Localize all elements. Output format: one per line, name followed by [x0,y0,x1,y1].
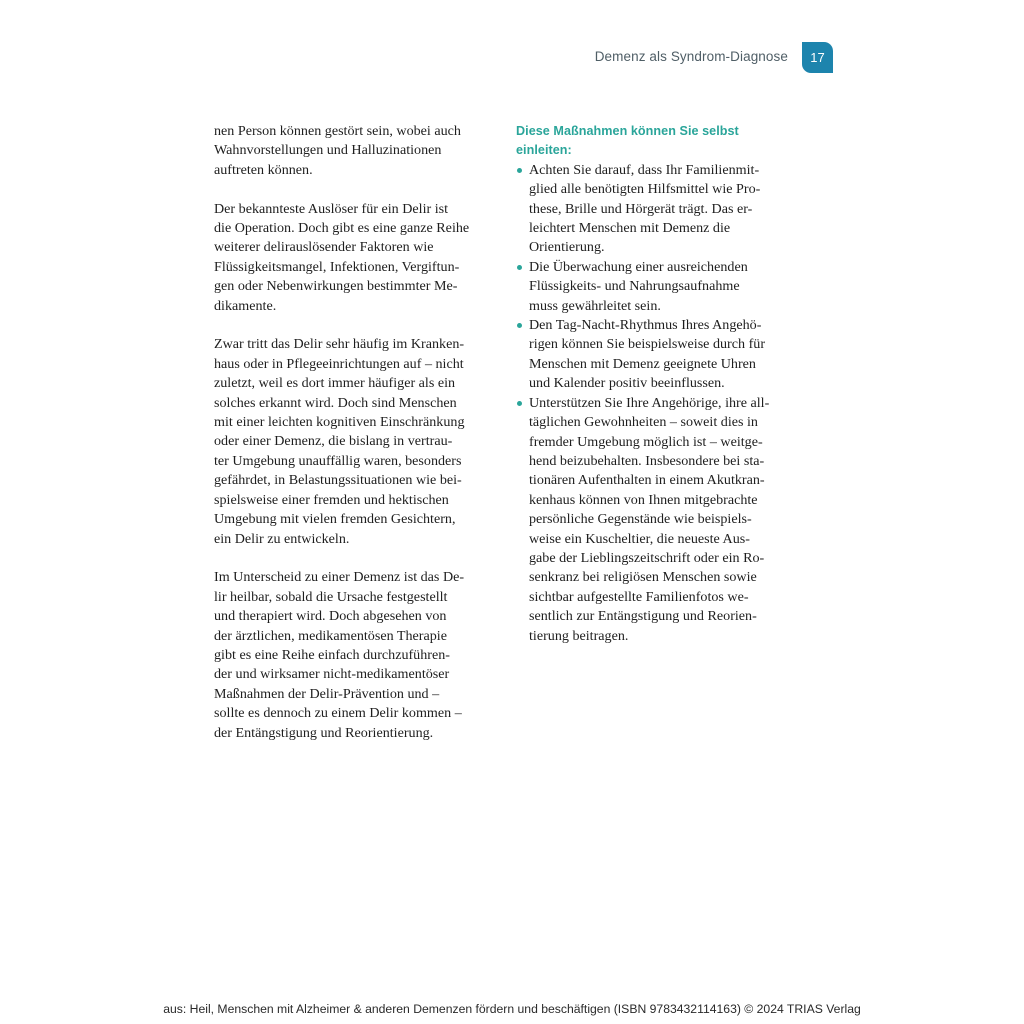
text-line: der Entängstigung und Reorientierung. [214,724,434,741]
text-line: solches erkannt wird. Doch sind Menschen [214,394,457,411]
text-line: senkranz bei religiösen Menschen sowie [529,569,757,586]
text-line: Flüssigkeitsmangel, Infektionen, Vergiftun- [214,258,460,275]
text-line: Der bekannteste Auslöser für ein Delir ist [214,200,449,217]
text-line: weise ein Kuscheltier, die neueste Aus- [529,530,750,547]
measures-heading [516,122,788,161]
text-line: oder einer Demenz, die bislang in vertrau- [214,433,453,450]
text-line: weiterer delirauslösender Faktoren wie [214,239,434,256]
text-line: glied alle benötigten Hilfsmittel wie Pro- [529,181,761,198]
text-line: sollte es dennoch zu einem Delir kommen – [214,705,462,722]
text-line: gefährdet, in Belastungssituationen wie bei- [214,472,462,489]
text-line: Flüssigkeits- und Nahrungsaufnahme [529,278,740,295]
text-line: tionären Aufenthalten in einem Akutkran- [529,472,765,489]
list-item [516,161,788,258]
text-line: Unterstützen Sie Ihre Angehörige, ihre all- [529,394,770,411]
text-line: dikamente. [214,297,277,314]
source-footer: aus: Heil, Menschen mit Alzheimer & anderen Demenzen fördern und beschäftigen (ISBN 9783432114163) © 2024 TRIAS Verlag [163,1002,861,1016]
text-line: die Operation. Doch gibt es eine ganze Reihe [214,220,470,237]
text-line: und therapiert wird. Doch abgesehen von [214,608,447,625]
right-text-column [516,122,788,646]
text-line: haus oder in Pflegeeinrichtungen auf – nicht [214,355,464,372]
text-line: Orientierung. [529,239,605,256]
text-line: Den Tag-Nacht-Rhythmus Ihres Angehö- [529,317,762,334]
list-item [516,394,788,646]
body-paragraph [214,122,486,180]
text-line: Im Unterscheid zu einer Demenz ist das De- [214,569,465,586]
text-line: der ärztlichen, medikamentösen Therapie [214,627,447,644]
text-line: Menschen mit Demenz geeignete Uhren [529,355,756,372]
text-line: Umgebung mit vielen fremden Gesichtern, [214,511,456,528]
measures-list [516,161,788,646]
text-line: Wahnvorstellungen und Halluzinationen [214,142,442,159]
body-paragraph [214,200,486,316]
text-line: täglichen Gewohnheiten – soweit dies in [529,414,758,431]
text-line: Zwar tritt das Delir sehr häufig im Kranken- [214,336,465,353]
text-line: leichtert Menschen mit Demenz die [529,220,731,237]
body-paragraph [214,335,486,548]
text-line: sichtbar aufgestellte Familienfotos we- [529,588,749,605]
text-line: Maßnahmen der Delir-Prävention und – [214,685,440,702]
text-line: kenhaus können von Ihnen mitgebrachte [529,491,758,508]
text-line: ein Delir zu entwickeln. [214,530,350,547]
text-line: tierung beitragen. [529,627,629,644]
body-paragraph [214,568,486,743]
text-line: gen oder Nebenwirkungen bestimmter Me- [214,278,458,295]
text-line: rigen können Sie beispielsweise durch für [529,336,766,353]
left-text-column [214,122,486,762]
text-line: gabe der Lieblingszeitschrift oder ein Ro- [529,549,765,566]
heading-line: einleiten: [516,143,572,158]
text-line: und Kalender positiv beeinflussen. [529,375,725,392]
page-number-badge: 17 [802,42,833,73]
text-line: der und wirksamer nicht-medikamentöser [214,666,450,683]
text-line: nen Person können gestört sein, wobei auch [214,123,461,139]
text-line: zuletzt, weil es dort immer häufiger als ein [214,375,456,392]
list-item [516,258,788,316]
text-line: these, Brille und Hörgerät trägt. Das er- [529,200,753,217]
bullet-dot-icon [517,401,522,406]
text-line: lir heilbar, sobald die Ursache festgestellt [214,588,448,605]
text-line: fremder Umgebung möglich ist – weitge- [529,433,763,450]
text-line: Die Überwachung einer ausreichenden [529,258,748,275]
text-line: mit einer leichten kognitiven Einschränkung [214,414,465,431]
text-line: muss gewährleitet sein. [529,297,661,314]
text-line: ter Umgebung unauffällig waren, besonders [214,452,462,469]
bullet-dot-icon [517,265,522,270]
text-line: sentlich zur Entängstigung und Reorien- [529,608,757,625]
bullet-dot-icon [517,168,522,173]
bullet-dot-icon [517,323,522,328]
text-line: spielsweise einer fremden und hektischen [214,491,449,508]
list-item [516,316,788,394]
text-line: auftreten können. [214,161,313,178]
text-line: hend beizubehalten. Insbesondere bei sta- [529,452,765,469]
text-line: persönliche Gegenstände wie beispiels- [529,511,752,528]
text-line: gibt es eine Reihe einfach durchzuführen- [214,646,450,663]
text-line: Achten Sie darauf, dass Ihr Familienmit- [529,161,760,178]
running-head: Demenz als Syndrom-Diagnose [594,49,788,64]
heading-line: Diese Maßnahmen können Sie selbst [516,124,739,138]
